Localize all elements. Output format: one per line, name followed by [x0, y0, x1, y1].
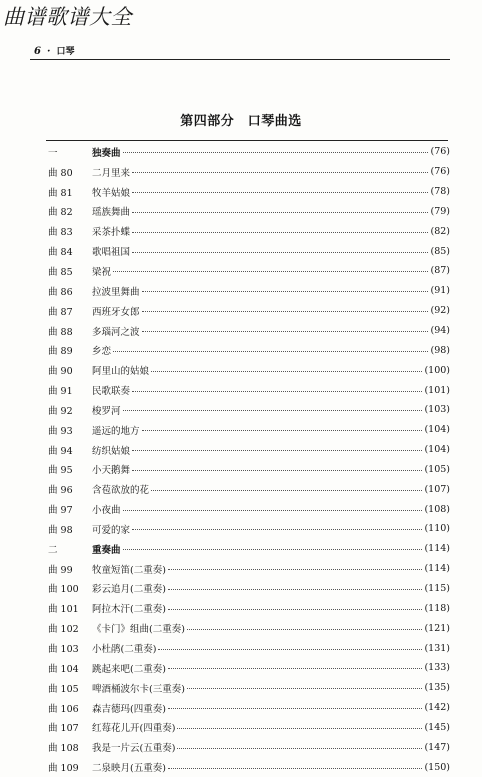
- toc-entry-number: 曲 82: [48, 207, 73, 219]
- toc-entry[interactable]: [48, 698, 450, 718]
- toc-entry-title: 多瑙河之波: [92, 326, 140, 338]
- header-divider: [30, 59, 450, 60]
- toc-entry-number: 曲 93: [48, 425, 73, 437]
- toc-entry-page: (76): [430, 166, 450, 178]
- toc-entry-title: 阿拉木汗(二重奏): [92, 604, 166, 616]
- toc-entry-number: 曲 94: [48, 445, 73, 457]
- toc-entry-number: 曲 108: [48, 743, 79, 755]
- toc-entry-title: 小夜曲: [92, 505, 121, 517]
- toc-entry-title: 啤酒桶波尔卡(三重奏): [92, 683, 185, 695]
- toc-entry-title: 阿里山的姑娘: [92, 366, 150, 378]
- toc-entry-title: 红莓花儿开(四重奏): [92, 723, 176, 735]
- toc-entry[interactable]: [48, 380, 450, 400]
- toc-entry[interactable]: [48, 678, 450, 698]
- toc-entry[interactable]: [48, 221, 450, 241]
- toc-entry-title: 《卡门》组曲(二重奏): [92, 624, 185, 636]
- dot-leader: [132, 232, 428, 233]
- toc-entry-page: (145): [424, 721, 450, 733]
- toc-entry-page: (91): [430, 285, 450, 297]
- toc-entry-title: 二泉映月(五重奏): [92, 763, 166, 775]
- toc-entry-title: 民歌联奏: [92, 386, 131, 398]
- toc-entry-title: 独奏曲: [92, 147, 121, 159]
- toc-section-heading[interactable]: [48, 142, 450, 162]
- dot-leader: [168, 569, 423, 570]
- toc-entry[interactable]: [48, 301, 450, 321]
- dot-leader: [132, 470, 422, 471]
- toc-entry[interactable]: [48, 579, 450, 599]
- toc-entry-page: (147): [424, 741, 450, 753]
- toc-entry-page: (104): [424, 424, 450, 436]
- toc-entry-title: 彩云追月(二重奏): [92, 584, 166, 596]
- toc-entry-page: (131): [424, 642, 450, 654]
- dot-leader: [158, 649, 422, 650]
- toc-entry-title: 森吉德玛(四重奏): [92, 703, 166, 715]
- toc-entry[interactable]: [48, 340, 450, 360]
- toc-entry-number: 曲 104: [48, 663, 79, 675]
- toc-entry-page: (150): [424, 761, 450, 773]
- toc-entry[interactable]: [48, 182, 450, 202]
- dot-leader: [132, 529, 422, 530]
- dot-leader: [132, 172, 428, 173]
- toc-entry[interactable]: [48, 321, 450, 341]
- dot-leader: [177, 728, 422, 729]
- dot-leader: [123, 152, 429, 153]
- toc-entry-page: (108): [424, 503, 450, 515]
- toc-entry-page: (78): [430, 186, 450, 198]
- toc-entry[interactable]: [48, 658, 450, 678]
- toc-entry-page: (107): [424, 483, 450, 495]
- toc-entry[interactable]: [48, 440, 450, 460]
- toc-entry-page: (82): [430, 225, 450, 237]
- toc-entry-page: (92): [430, 305, 450, 317]
- toc-entry-title: 纺织姑娘: [92, 445, 131, 457]
- toc-entry-page: (94): [430, 325, 450, 337]
- toc-entry-number: 曲 107: [48, 723, 79, 735]
- toc-entry-number: 曲 105: [48, 683, 79, 695]
- toc-entry[interactable]: [48, 479, 450, 499]
- toc-entry-page: (135): [424, 682, 450, 694]
- toc-entry[interactable]: [48, 519, 450, 539]
- dot-leader: [168, 768, 423, 769]
- dot-leader: [168, 589, 423, 590]
- toc-entry-number: 一: [48, 147, 58, 159]
- title-divider: [46, 140, 448, 141]
- toc-entry-page: (85): [430, 245, 450, 257]
- dot-leader: [132, 252, 428, 253]
- toc-entry-number: 曲 81: [48, 187, 73, 199]
- toc-entry[interactable]: [48, 757, 450, 777]
- toc-entry-page: (98): [430, 344, 450, 356]
- dot-leader: [142, 291, 429, 292]
- dot-leader: [168, 609, 423, 610]
- toc-entry[interactable]: [48, 598, 450, 618]
- running-head: [34, 44, 74, 57]
- toc-entry-number: 曲 100: [48, 584, 79, 596]
- dot-leader: [123, 410, 423, 411]
- toc-entry-page: (114): [424, 543, 450, 555]
- toc-entry-number: 曲 86: [48, 286, 73, 298]
- dot-leader: [177, 748, 422, 749]
- toc-entry-number: 曲 89: [48, 346, 73, 358]
- toc-entry-number: 曲 103: [48, 644, 79, 656]
- dot-leader: [168, 708, 423, 709]
- dot-leader: [123, 549, 423, 550]
- toc-entry-title: 二月里来: [92, 167, 131, 179]
- toc-entry[interactable]: [48, 281, 450, 301]
- toc-entry-title: 含苞欲放的花: [92, 485, 150, 497]
- toc-entry-page: (87): [430, 265, 450, 277]
- toc-entry-title: 我是一片云(五重奏): [92, 743, 176, 755]
- toc-entry[interactable]: [48, 241, 450, 261]
- dot-leader: [151, 371, 422, 372]
- toc-entry[interactable]: [48, 261, 450, 281]
- toc-entry-number: 曲 97: [48, 505, 73, 517]
- series-mark: ·: [46, 46, 51, 57]
- toc-entry[interactable]: [48, 202, 450, 222]
- toc-entry-number: 曲 83: [48, 227, 73, 239]
- toc-entry-page: (100): [424, 364, 450, 376]
- toc-entry-number: 曲 101: [48, 604, 79, 616]
- dot-leader: [132, 391, 422, 392]
- dot-leader: [142, 430, 423, 431]
- toc-entry-page: (121): [424, 622, 450, 634]
- toc-entry[interactable]: [48, 638, 450, 658]
- dot-leader: [142, 311, 429, 312]
- toc-entry-number: 曲 84: [48, 247, 73, 259]
- toc-entry-page: (133): [424, 662, 450, 674]
- toc-entry[interactable]: [48, 420, 450, 440]
- toc-entry-number: 曲 98: [48, 524, 73, 536]
- toc-entry-page: (115): [424, 582, 450, 594]
- toc-entry-number: 曲 85: [48, 266, 73, 278]
- toc-entry[interactable]: [48, 618, 450, 638]
- toc-entry-number: 曲 99: [48, 564, 73, 576]
- toc-entry-number: 曲 91: [48, 386, 73, 398]
- toc-entry-title: 歌唱祖国: [92, 247, 131, 259]
- page-number: 6: [34, 46, 41, 57]
- dot-leader: [168, 668, 423, 669]
- toc-entry[interactable]: [48, 360, 450, 380]
- toc-entry-title: 遥远的地方: [92, 425, 140, 437]
- toc-entry-number: 曲 80: [48, 167, 73, 179]
- dot-leader: [142, 331, 429, 332]
- dot-leader: [123, 510, 423, 511]
- toc-entry[interactable]: [48, 717, 450, 737]
- dot-leader: [132, 212, 428, 213]
- toc-entry-page: (103): [424, 404, 450, 416]
- toc-entry-number: 二: [48, 544, 58, 556]
- toc-entry[interactable]: [48, 162, 450, 182]
- toc-entry-page: (114): [424, 563, 450, 575]
- toc-entry-page: (118): [424, 602, 450, 614]
- toc-entry-page: (101): [424, 384, 450, 396]
- dot-leader: [132, 450, 422, 451]
- dot-leader: [113, 271, 428, 272]
- toc-entry[interactable]: [48, 737, 450, 757]
- running-head-title: 口琴: [56, 47, 75, 57]
- toc-entry-page: (110): [424, 523, 450, 535]
- toc-entry-page: (142): [424, 702, 450, 714]
- dot-leader: [113, 351, 428, 352]
- toc-entry-title: 拉波里舞曲: [92, 286, 140, 298]
- toc-entry[interactable]: [48, 559, 450, 579]
- toc-entry-page: (79): [430, 205, 450, 217]
- watermark-text: 曲谱歌谱大全: [3, 5, 132, 29]
- section-title: 第四部分 口琴曲选: [180, 114, 302, 129]
- toc-entry-number: 曲 106: [48, 703, 79, 715]
- toc-entry-title: 牧羊姑娘: [92, 187, 131, 199]
- toc-entry-number: 曲 109: [48, 763, 79, 775]
- toc-entry[interactable]: [48, 400, 450, 420]
- dot-leader: [151, 490, 422, 491]
- toc-entry-title: 重奏曲: [92, 544, 121, 556]
- toc-entry[interactable]: [48, 460, 450, 480]
- toc-entry-number: 曲 96: [48, 485, 73, 497]
- table-of-contents: [48, 142, 450, 777]
- toc-entry-number: 曲 87: [48, 306, 73, 318]
- toc-entry[interactable]: [48, 499, 450, 519]
- toc-entry-number: 曲 92: [48, 405, 73, 417]
- toc-section-heading[interactable]: [48, 539, 450, 559]
- toc-entry-title: 瑶族舞曲: [92, 207, 131, 219]
- dot-leader: [132, 192, 428, 193]
- toc-entry-title: 小杜鹃(二重奏): [92, 644, 157, 656]
- toc-entry-number: 曲 95: [48, 465, 73, 477]
- toc-entry-page: (76): [430, 146, 450, 158]
- toc-entry-title: 乡恋: [92, 346, 112, 358]
- toc-entry-title: 采茶扑蝶: [92, 227, 131, 239]
- toc-entry-page: (105): [424, 463, 450, 475]
- toc-entry-title: 跳起来吧(二重奏): [92, 663, 166, 675]
- dot-leader: [187, 688, 423, 689]
- toc-entry-number: 曲 88: [48, 326, 73, 338]
- toc-entry-title: 可爱的家: [92, 524, 131, 536]
- toc-entry-title: 梭罗河: [92, 405, 121, 417]
- toc-entry-title: 西班牙女郎: [92, 306, 140, 318]
- toc-entry-number: 曲 90: [48, 366, 73, 378]
- toc-entry-title: 牧童短笛(二重奏): [92, 564, 166, 576]
- toc-entry-page: (104): [424, 444, 450, 456]
- toc-entry-number: 曲 102: [48, 624, 79, 636]
- dot-leader: [187, 629, 423, 630]
- toc-entry-title: 小天鹅舞: [92, 465, 131, 477]
- toc-entry-title: 梁祝: [92, 266, 112, 278]
